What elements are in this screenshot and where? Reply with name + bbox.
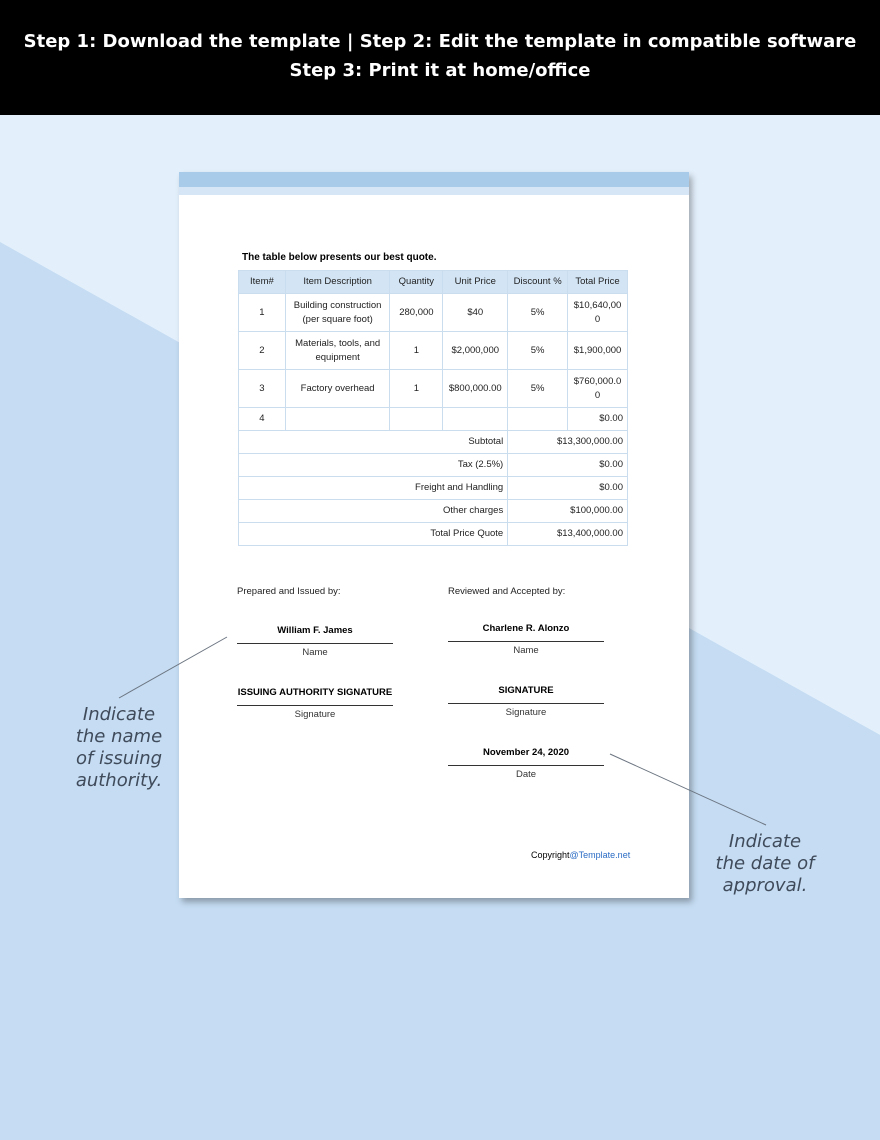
table-row [239,370,628,408]
annotation-issuing [54,704,184,792]
quote-table [238,270,628,546]
summary-value: $0.00 [508,454,628,477]
template-link[interactable]: @Template.net [569,850,631,860]
annotation-line: the name [75,726,163,747]
cell-item: 3 [239,370,286,408]
name-line [237,643,393,644]
prepared-label: Prepared and Issued by: [237,586,341,597]
summary-row-freight [239,477,628,500]
cell-total-price: $1,900,000 [568,332,628,370]
table-header-row [239,271,628,294]
summary-row-other [239,500,628,523]
signature-caption: Signature [505,707,547,718]
description-line: Materials, tools, and [295,337,381,349]
annotation-line: of issuing [75,748,163,769]
summary-label: Total Price Quote [239,523,508,546]
reviewed-signature-block [448,685,604,718]
cell-discount [508,408,568,431]
summary-value: $0.00 [508,477,628,500]
cell-description [285,408,390,431]
header-description: Item Description [285,271,390,294]
cell-total-price: $0.00 [568,408,628,431]
cell-description [285,294,390,332]
cell-quantity [390,408,443,431]
name-line [448,641,604,642]
instruction-banner [0,0,880,115]
quote-document [179,172,689,898]
annotation-line: approval. [722,875,808,896]
approval-date: November 24, 2020 [482,747,570,758]
cell-unit-price: $2,000,000 [443,332,508,370]
annotation-line: authority. [75,770,163,791]
total-line: 0 [594,389,601,401]
cell-quantity: 1 [390,370,443,408]
cell-description: Factory overhead [285,370,390,408]
cell-item: 1 [239,294,286,332]
prepared-name-block [237,625,393,658]
description-line: (per square foot) [302,313,373,325]
date-line [448,765,604,766]
signature-line [237,705,393,706]
summary-label: Freight and Handling [239,477,508,500]
cell-discount: 5% [508,332,568,370]
date-caption: Date [515,769,537,780]
summary-row-subtotal [239,431,628,454]
total-line: $760,000.0 [573,375,622,387]
prepared-signature-block [237,687,393,720]
signature-line [448,703,604,704]
header-quantity: Quantity [390,271,443,294]
annotation-line: the date of [715,853,815,874]
cell-total-price [568,294,628,332]
cell-unit-price: $800,000.00 [443,370,508,408]
summary-label: Tax (2.5%) [239,454,508,477]
total-line: $10,640,00 [573,299,622,311]
cell-item: 2 [239,332,286,370]
reviewed-name: Charlene R. Alonzo [482,623,570,634]
prepared-signature: ISSUING AUTHORITY SIGNATURE [237,687,393,698]
name-caption: Name [513,645,539,656]
banner-line-1: Step 1: Download the template | Step 2: Edit the template in compatible software [23,31,857,52]
annotation-line: Indicate [728,831,802,852]
copyright [531,850,630,860]
cell-discount: 5% [508,370,568,408]
summary-row-tax [239,454,628,477]
header-discount: Discount % [508,271,568,294]
signature-caption: Signature [294,709,336,720]
cell-discount: 5% [508,294,568,332]
annotation-approval [700,831,830,897]
annotation-line: Indicate [82,704,156,725]
cell-total-price [568,370,628,408]
copyright-prefix: Copyright [531,850,570,860]
banner-line-2: Step 3: Print it at home/office [289,60,591,81]
summary-value: $13,300,000.00 [508,431,628,454]
description-line: equipment [315,351,360,363]
reviewed-label: Reviewed and Accepted by: [448,586,566,597]
cell-item: 4 [239,408,286,431]
summary-label: Subtotal [239,431,508,454]
cell-unit-price [443,408,508,431]
intro-text: The table below presents our best quote. [242,252,437,263]
header-item: Item# [239,271,286,294]
summary-label: Other charges [239,500,508,523]
header-total-price: Total Price [568,271,628,294]
cell-quantity: 280,000 [390,294,443,332]
table-row [239,408,628,431]
total-line: 0 [594,313,601,325]
prepared-name: William F. James [277,625,353,636]
summary-value: $13,400,000.00 [508,523,628,546]
description-line: Building construction [293,299,382,311]
cell-quantity: 1 [390,332,443,370]
reviewed-signature: SIGNATURE [498,685,554,696]
cell-unit-price: $40 [443,294,508,332]
table-row [239,332,628,370]
reviewed-date-block [448,747,604,780]
header-band [179,172,689,187]
header-unit-price: Unit Price [443,271,508,294]
summary-row-total [239,523,628,546]
summary-value: $100,000.00 [508,500,628,523]
table-row [239,294,628,332]
reviewed-name-block [448,623,604,656]
cell-description [285,332,390,370]
name-caption: Name [302,647,328,658]
header-band-light [179,187,689,195]
